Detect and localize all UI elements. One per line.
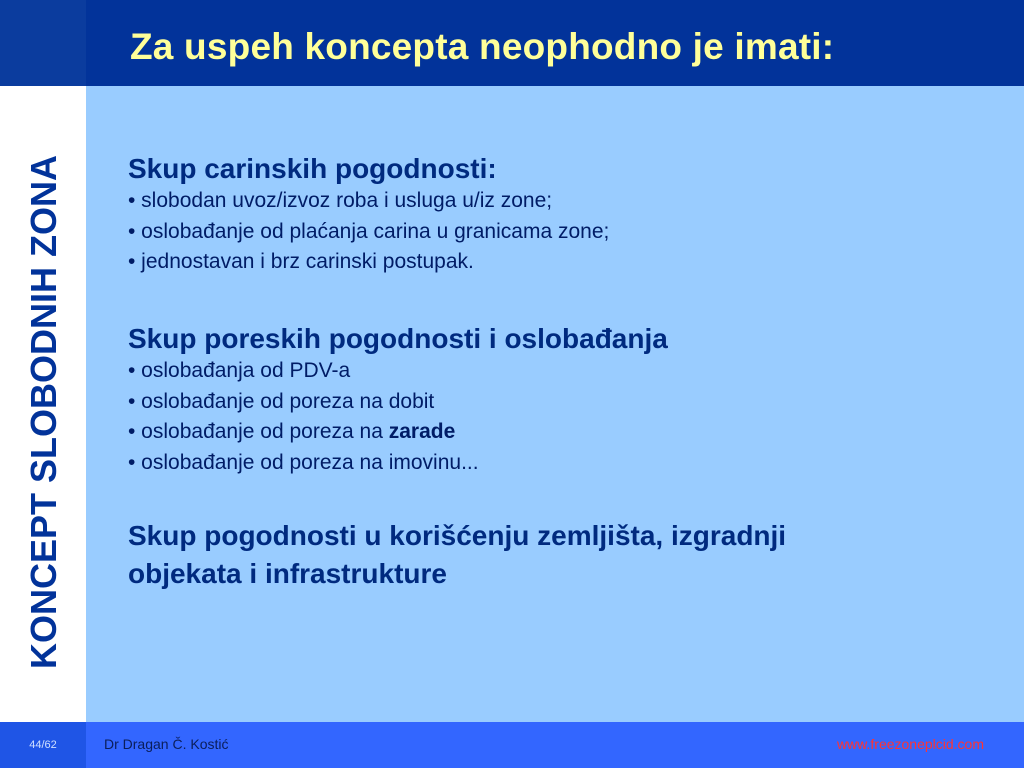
section-heading: Skup poreskih pogodnosti i oslobađanja xyxy=(128,323,668,354)
author-name: Dr Dragan Č. Kostić xyxy=(104,736,229,752)
bullet-item xyxy=(128,417,668,448)
section-land xyxy=(128,516,786,592)
page-number: 44/62 xyxy=(29,739,57,751)
bullet-item: • oslobađanje od poreza na imovinu... xyxy=(128,450,479,474)
section-heading: Skup pogodnosti u korišćenju zemljišta, izgradnji xyxy=(128,520,787,551)
bullet-text: • oslobađanje od poreza na xyxy=(128,420,389,443)
section-heading: objekata i infrastrukture xyxy=(128,558,447,589)
section-customs xyxy=(128,152,609,278)
section-heading: Skup carinskih pogodnosti: xyxy=(128,153,497,184)
section-tax xyxy=(128,322,668,478)
bold-word: zarade xyxy=(388,420,456,443)
slide-title: Za uspeh koncepta neophodno je imati: xyxy=(130,26,835,67)
bullet-item: • oslobađanje od plaćanja carina u granicama zone; xyxy=(128,219,610,243)
side-label: KONCEPT SLOBODNIH ZONA xyxy=(23,154,64,670)
website-link[interactable]: www.freezoneplcid.com xyxy=(836,736,984,752)
corner-block xyxy=(0,0,86,86)
bullet-item: • slobodan uvoz/izvoz roba i usluga u/iz zone; xyxy=(128,189,553,212)
bullet-item: • oslobađanje od poreza na dobit xyxy=(128,389,435,413)
bullet-item: • jednostavan i brz carinski postupak. xyxy=(128,250,474,273)
bullet-item: • oslobađanja od PDV-a xyxy=(128,359,351,382)
